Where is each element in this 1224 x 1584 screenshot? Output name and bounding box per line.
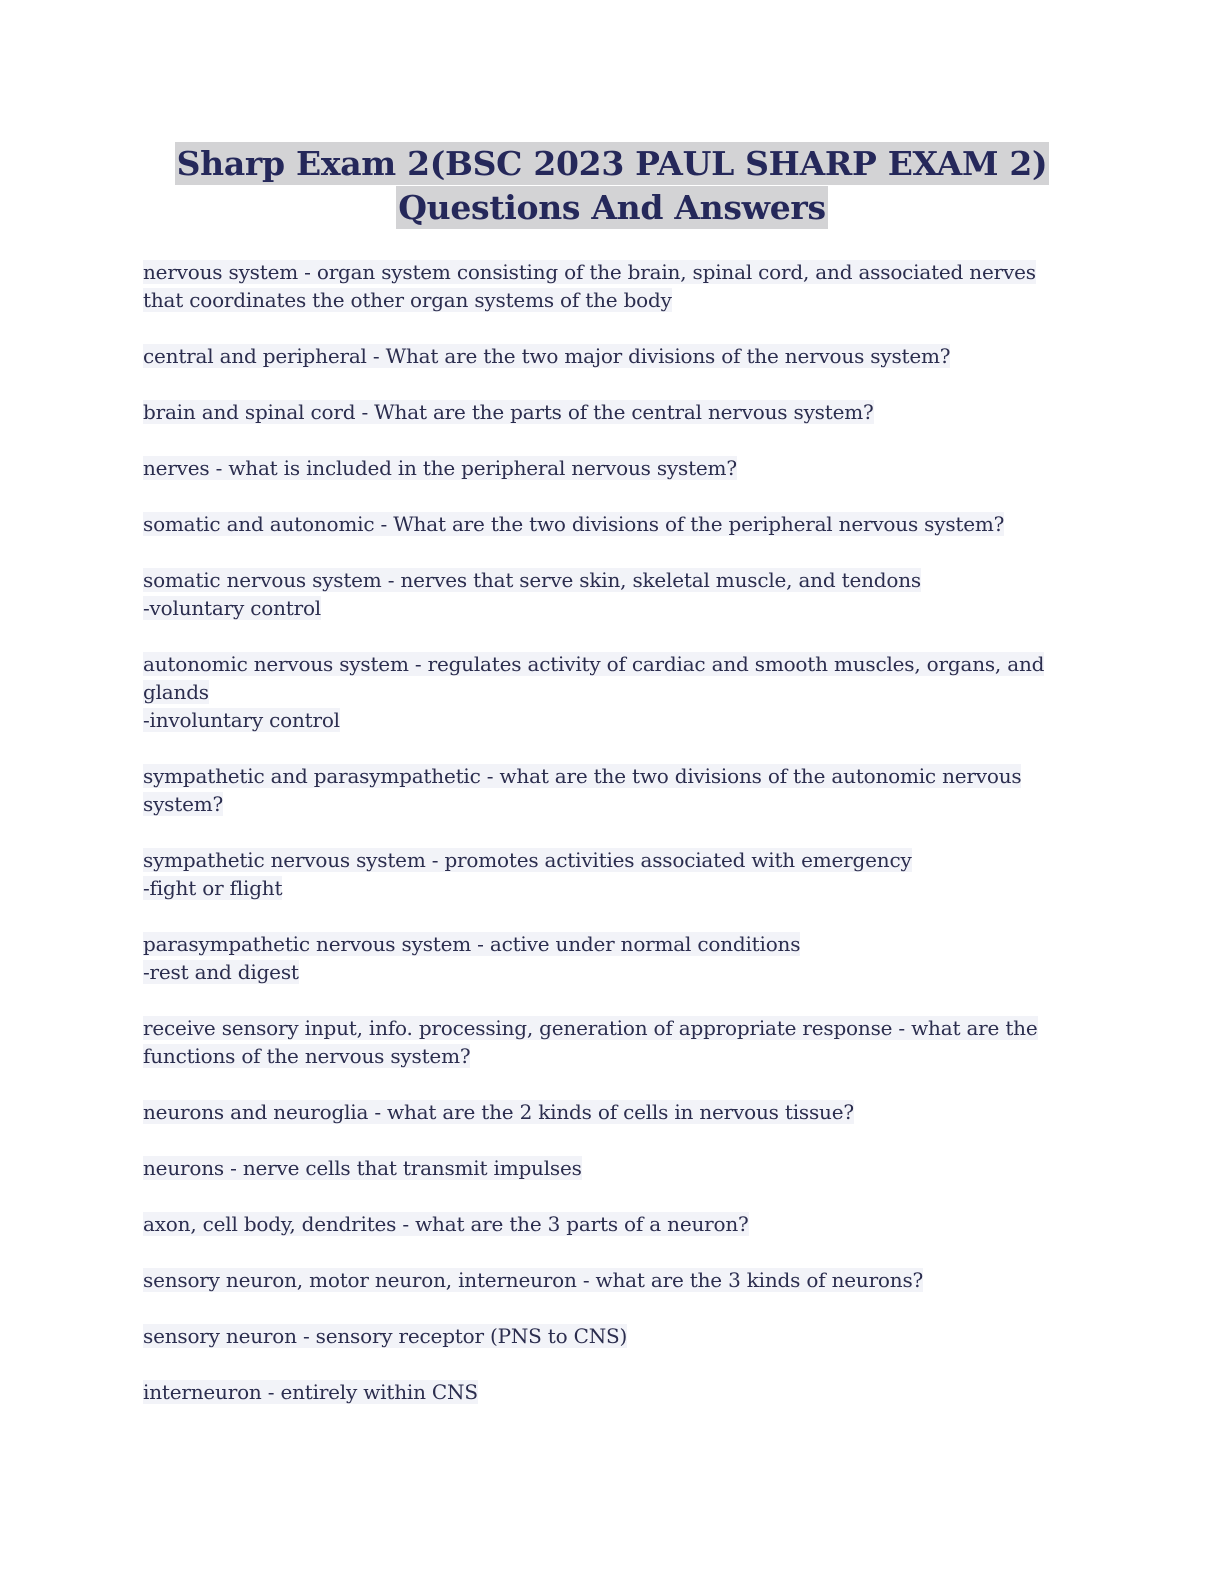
qa-entry bbox=[143, 454, 1073, 482]
qa-entry-text: autonomic nervous system - regulates activity of cardiac and smooth muscles, organs, and glands -involuntary control bbox=[143, 652, 1045, 732]
qa-entry bbox=[143, 1154, 1073, 1182]
qa-entry bbox=[143, 1322, 1073, 1350]
qa-entry bbox=[143, 566, 1073, 622]
qa-entry-text: sensory neuron, motor neuron, interneuron - what are the 3 kinds of neurons? bbox=[143, 1268, 924, 1292]
qa-entry-text: interneuron - entirely within CNS bbox=[143, 1380, 478, 1404]
qa-entry-text: neurons and neuroglia - what are the 2 kinds of cells in nervous tissue? bbox=[143, 1100, 854, 1124]
document-title bbox=[0, 142, 1224, 230]
qa-entry-text: central and peripheral - What are the two major divisions of the nervous system? bbox=[143, 344, 951, 368]
qa-entry-text: receive sensory input, info. processing, generation of appropriate response - what are the functions of the nervous system? bbox=[143, 1016, 1038, 1068]
qa-entry bbox=[143, 398, 1073, 426]
qa-entry-text: somatic nervous system - nerves that serve skin, skeletal muscle, and tendons -voluntary control bbox=[143, 568, 921, 620]
qa-entry bbox=[143, 846, 1073, 902]
qa-entry bbox=[143, 342, 1073, 370]
qa-entry bbox=[143, 1098, 1073, 1126]
qa-entry-text: somatic and autonomic - What are the two divisions of the peripheral nervous system? bbox=[143, 512, 1005, 536]
qa-entry bbox=[143, 762, 1073, 818]
qa-list bbox=[143, 258, 1073, 1434]
qa-entry bbox=[143, 1014, 1073, 1070]
title-line-1: Sharp Exam 2(BSC 2023 PAUL SHARP EXAM 2) bbox=[176, 144, 1048, 183]
qa-entry-text: neurons - nerve cells that transmit impulses bbox=[143, 1156, 582, 1180]
qa-entry bbox=[143, 1266, 1073, 1294]
qa-entry-text: sympathetic and parasympathetic - what are the two divisions of the autonomic nervous system? bbox=[143, 764, 1022, 816]
qa-entry bbox=[143, 1378, 1073, 1406]
qa-entry-text: brain and spinal cord - What are the parts of the central nervous system? bbox=[143, 400, 874, 424]
qa-entry bbox=[143, 258, 1073, 314]
title-line-2: Questions And Answers bbox=[398, 188, 826, 227]
qa-entry bbox=[143, 930, 1073, 986]
qa-entry-text: parasympathetic nervous system - active under normal conditions -rest and digest bbox=[143, 932, 801, 984]
qa-entry-text: sensory neuron - sensory receptor (PNS to CNS) bbox=[143, 1324, 628, 1348]
qa-entry-text: nerves - what is included in the peripheral nervous system? bbox=[143, 456, 737, 480]
qa-entry-text: nervous system - organ system consisting of the brain, spinal cord, and associated nerves that coordinates the other organ systems of the body bbox=[143, 260, 1036, 312]
qa-entry-text: sympathetic nervous system - promotes activities associated with emergency -fight or flight bbox=[143, 848, 912, 900]
qa-entry-text: axon, cell body, dendrites - what are the 3 parts of a neuron? bbox=[143, 1212, 749, 1236]
qa-entry bbox=[143, 510, 1073, 538]
qa-entry bbox=[143, 650, 1073, 734]
qa-entry bbox=[143, 1210, 1073, 1238]
